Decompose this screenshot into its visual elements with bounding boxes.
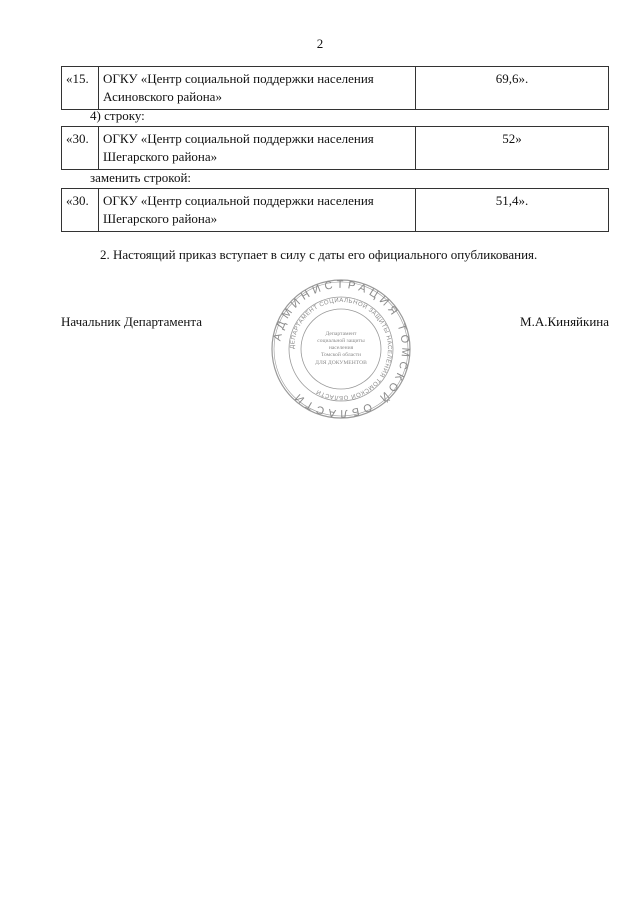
seal-outer-text: АДМИНИСТРАЦИЯ ТОМСКОЙ ОБЛАСТИ (271, 278, 412, 420)
table-row-asino (61, 66, 609, 110)
official-seal-stamp (270, 278, 412, 420)
seal-center-line: социальной защиты (317, 338, 365, 344)
row-organization (99, 67, 416, 110)
row-organization-line1: ОГКУ «Центр социальной поддержки населения (103, 131, 374, 146)
caption-item4: 4) строку: (90, 108, 145, 123)
row-organization-line1: ОГКУ «Центр социальной поддержки населения (103, 71, 374, 86)
table-row-shegarsky-new (61, 188, 609, 232)
order-effective-text: 2. Настоящий приказ вступает в силу с даты его официального опубликования. (100, 247, 538, 262)
row-value: 52» (416, 127, 609, 170)
seal-center-line: Томской области (320, 352, 362, 358)
caption-replace: заменить строкой: (90, 170, 192, 185)
seal-center-line: Департамент (325, 331, 357, 337)
row-organization (99, 189, 416, 232)
seal-inner-text: ДЕПАРТАМЕНТ СОЦИАЛЬНОЙ ЗАЩИТЫ НАСЕЛЕНИЯ ТОМСКОЙ ОБЛАСТИ (289, 297, 393, 401)
row-value: 69,6». (416, 67, 609, 110)
page-number: 2 (316, 36, 324, 51)
row-value: 51,4». (416, 189, 609, 232)
row-organization-line2: Асиновского района» (103, 89, 222, 104)
row-number: «15. (62, 67, 99, 110)
row-number: «30. (62, 189, 99, 232)
row-number: «30. (62, 127, 99, 170)
signature-name: М.А.Киняйкина (520, 314, 609, 329)
signature-position: Начальник Департамента (61, 314, 202, 329)
table-row-shegarsky-old (61, 126, 609, 170)
row-organization-line1: ОГКУ «Центр социальной поддержки населения (103, 193, 374, 208)
row-organization-line2: Шегарского района» (103, 149, 218, 164)
seal-center-line: населения (328, 345, 354, 351)
seal-center-line: ДЛЯ ДОКУМЕНТОВ (315, 360, 367, 366)
row-organization-line2: Шегарского района» (103, 211, 218, 226)
row-organization (99, 127, 416, 170)
